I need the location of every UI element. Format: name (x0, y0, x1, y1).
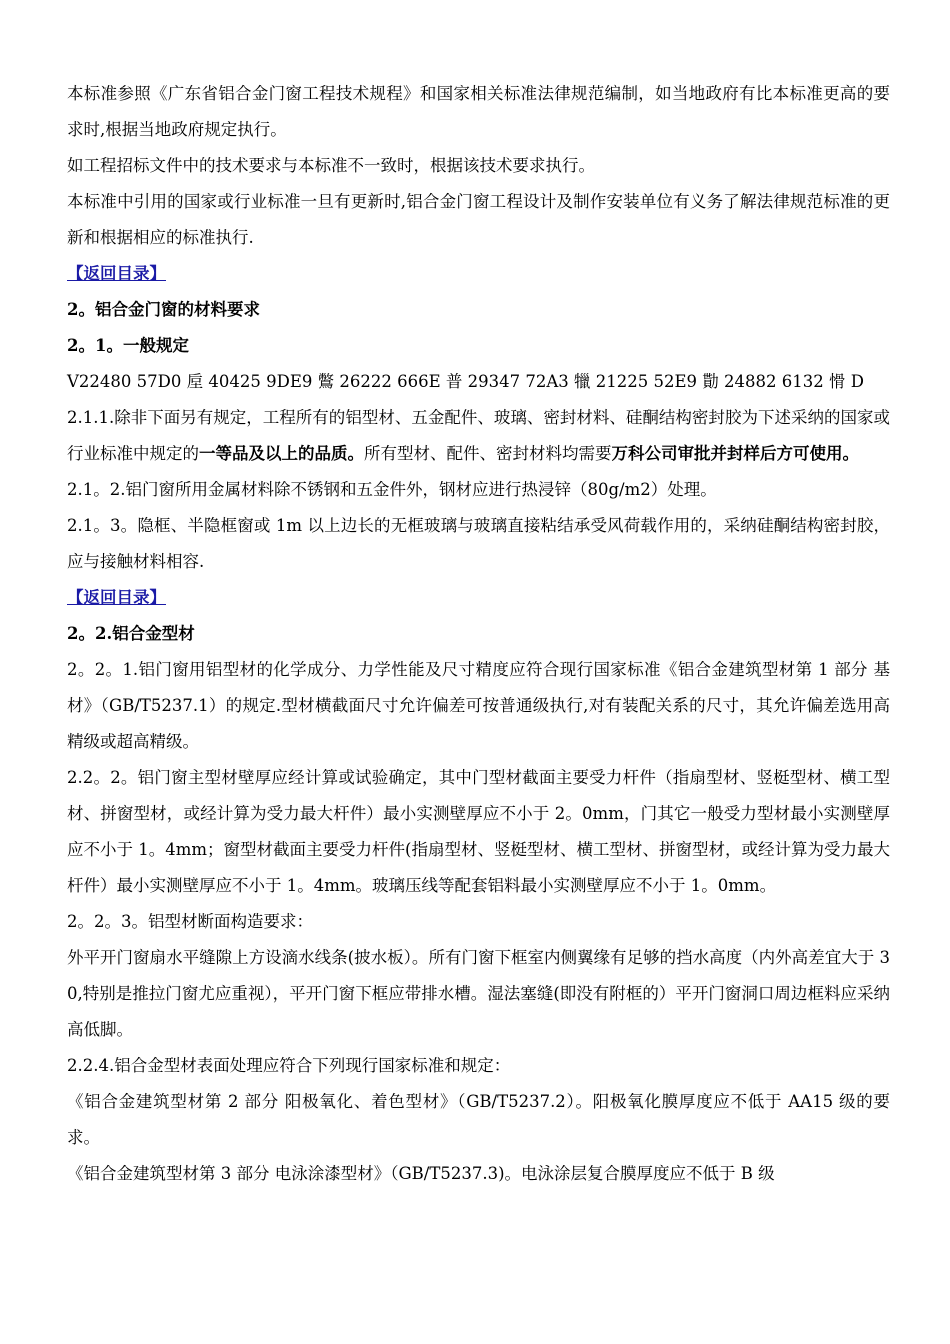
intro-paragraph-tender: 如工程招标文件中的技术要求与本标准不一致时，根据该技术要求执行。 (67, 156, 595, 175)
clause-2-2-4: 2.2.4.铝合金型材表面处理应符合下列现行国家标准和规定： (67, 1056, 511, 1075)
clause-2-1-2: 2.1。2.铝门窗所用金属材料除不锈钢和五金件外，钢材应进行热浸锌（80g/m2）处理。 (67, 480, 717, 499)
clause-2-2-2: 2.2。2。铝门窗主型材壁厚应经计算或试验确定，其中门型材截面主要受力杆件（指扇型材、竖梃型材、横工型材、拼窗型材，或经计算为受力最大杆件）最小实测壁厚应不小于 2。0mm，门其它一般受力型材最小实测壁厚应不小于 1。4mm；窗型材截面主要受力杆件(指扇型材、竖梃型材、横工型材、拼窗型材，或经计算为受力最大杆件）最小实测壁厚应不小于 1。4mm。玻璃压线等配套铝料最小实测壁厚应不小于 1。0mm。 (67, 768, 890, 895)
clause-2-1-1-text-2: 所有型材、配件、密封材料均需要 (364, 444, 612, 463)
back-link-row-2 (67, 580, 890, 616)
clause-2-1-1 (67, 400, 890, 472)
subsection-heading-general: 2。1。一般规定 (67, 336, 189, 355)
clause-2-2-4-anodized: 《铝合金建筑型材第 2 部分 阳极氧化、着色型材》（GB/T5237.2）。阳极氧化膜厚度应不低于 AA15 级的要求。 (67, 1092, 890, 1147)
back-to-toc-link-2[interactable]: 【返回目录】 (67, 588, 166, 607)
clause-2-2-1: 2。2。1.铝门窗用铝型材的化学成分、力学性能及尺寸精度应符合现行国家标准《铝合金建筑型材第 1 部分 基材》（GB/T5237.1）的规定.型材横截面尺寸允许偏差可按普通级执行,对有装配关系的尺寸，其允许偏差选用高精级或超高精级。 (67, 660, 890, 751)
back-to-toc-link[interactable]: 【返回目录】 (67, 264, 166, 283)
clause-2-1-3: 2.1。3。隐框、半隐框窗或 1m 以上边长的无框玻璃与玻璃直接粘结承受风荷载作用的，采纳硅酮结构密封胶，应与接触材料相容. (67, 516, 890, 571)
clause-2-1-1-approval: 万科公司审批并封样后方可使用。 (611, 444, 859, 463)
section-heading-materials: 2。铝合金门窗的材料要求 (67, 300, 260, 319)
back-link-row-1 (67, 256, 890, 292)
intro-paragraph-reference: 本标准参照《广东省铝合金门窗工程技术规程》和国家相关标准法律规范编制，如当地政府有比本标准更高的要求时,根据当地政府规定执行。 (67, 84, 890, 139)
subsection-heading-profiles: 2。2.铝合金型材 (67, 624, 195, 643)
intro-paragraph-update: 本标准中引用的国家或行业标准一旦有更新时,铝合金门窗工程设计及制作安装单位有义务了解法律规范标准的更新和根据相应的标准执行. (67, 192, 890, 247)
code-line: V22480 57D0 垕 40425 9DE9 鷩 26222 666E 普 29347 72A3 犣 21225 52E9 勩 24882 6132 愲 D (67, 372, 864, 391)
clause-2-1-1-quality: 一等品及以上的品质。 (199, 444, 364, 463)
clause-2-2-4-electrophoretic: 《铝合金建筑型材第 3 部分 电泳涂漆型材》（GB/T5237.3)。电泳涂层复合膜厚度应不低于 B 级 (67, 1164, 775, 1183)
clause-2-2-3: 2。2。3。铝型材断面构造要求： (67, 912, 313, 931)
clause-2-1-1-text: 2.1.1.除非下面另有规定，工程所有的铝型材、五金配件、玻璃、密封材料、硅酮结构密封胶为下述采纳的国家或行业标准中规定的 (67, 408, 890, 463)
clause-2-2-3-body: 外平开门窗扇水平缝隙上方设滴水线条(披水板）。所有门窗下框室内侧翼缘有足够的挡水高度（内外高差宜大于 30,特别是推拉门窗尤应重视），平开门窗下框应带排水槽。湿法塞缝(即没有附框的）平开门窗洞口周边框料应采纳高低脚。 (67, 948, 890, 1039)
